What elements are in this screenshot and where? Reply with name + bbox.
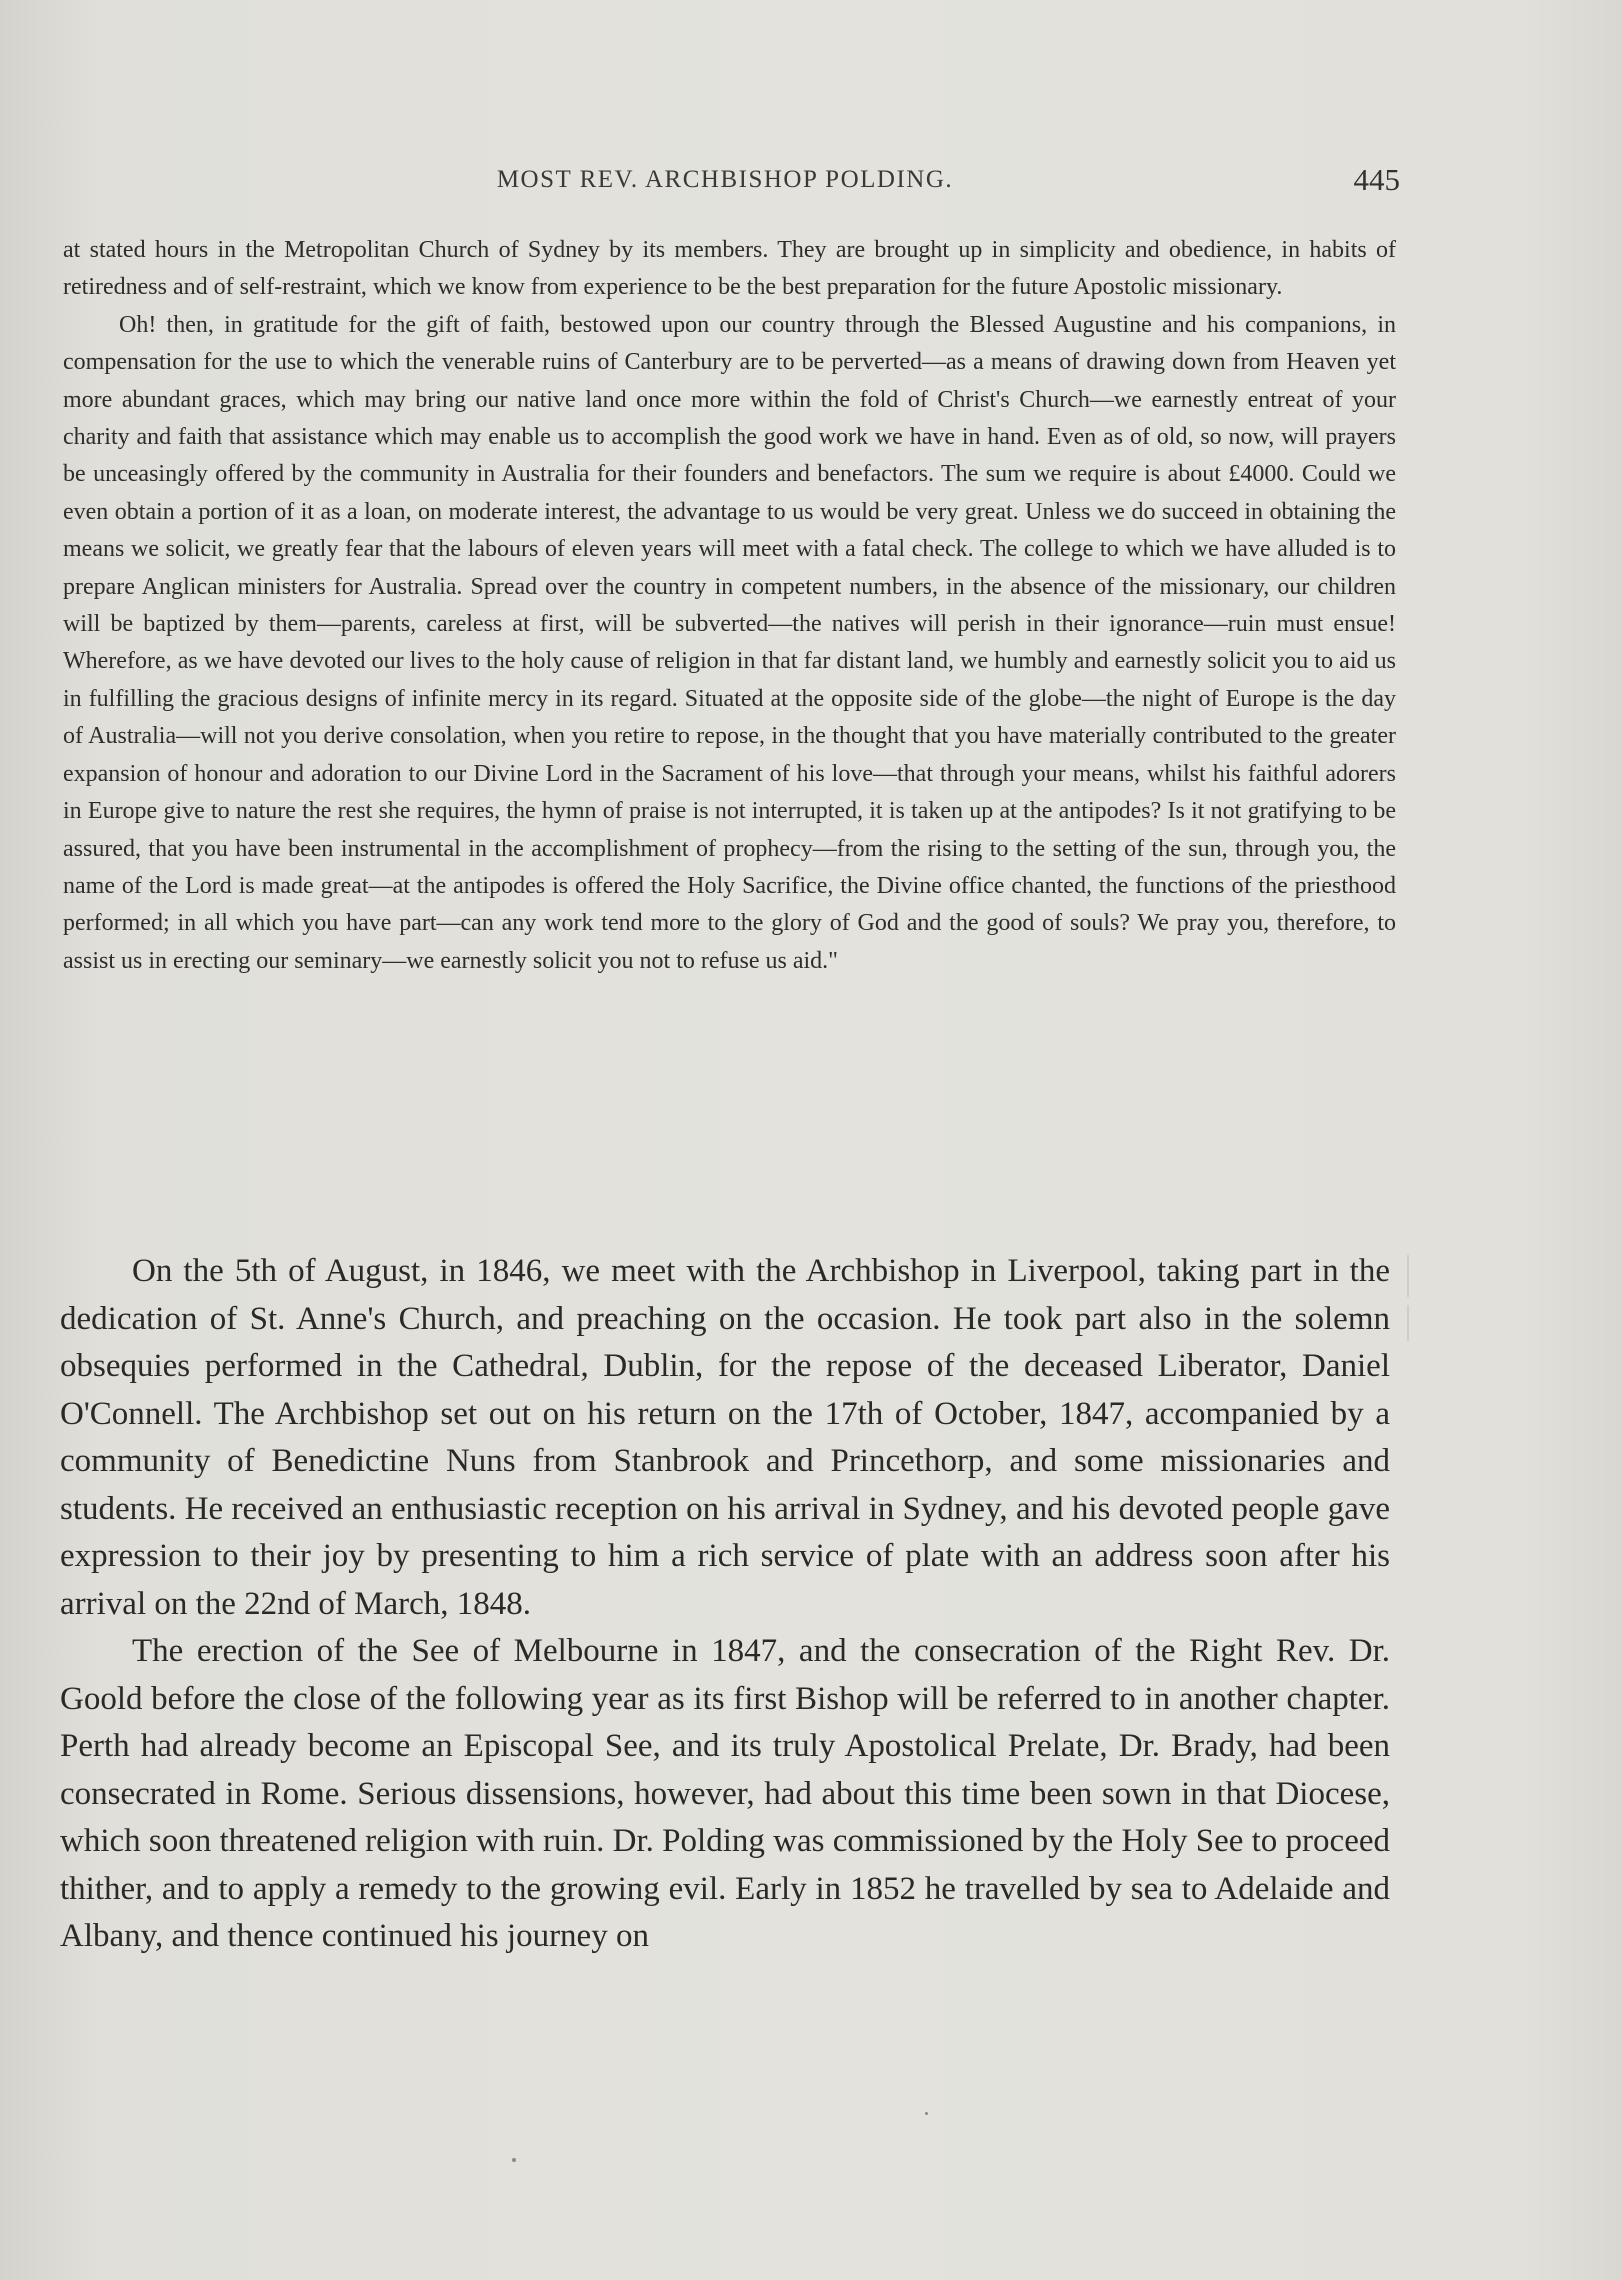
paper-speck bbox=[512, 2158, 516, 2162]
running-head bbox=[60, 162, 1400, 202]
body-paragraph-2: The erection of the See of Melbourne in 1847, and the consecration of the Right Rev. Dr. Goold before the close of the following year as its first Bishop will be referred to in another chapter. Perth had already become an Episcopal See, and its truly Apostolical Prelate, Dr. Brady, had been consecrated in Rome. Serious dissensions, however, had about this time been sown in that Diocese, which soon threatened religion with ruin. Dr. Polding was commissioned by the Holy See to proceed thither, and to apply a remedy to the growing evil. Early in 1852 he travelled by sea to Adelaide and Albany, and thence continued his journey on bbox=[60, 1633, 1390, 1954]
margin-mark bbox=[1407, 1255, 1409, 1297]
quote-paragraph-1: at stated hours in the Metropolitan Church of Sydney by its members. They are brought up in simplicity and obedience, in habits of retiredness and of self-restraint, which we know from experience to be the best preparation for the future Apostolic missionary. bbox=[63, 237, 1396, 301]
body-paragraph-1: On the 5th of August, in 1846, we meet with the Archbishop in Liverpool, taking part in the dedication of St. Anne's Church, and preaching on the occasion. He took part also in the solemn obsequies performed in the Cathedral, Dublin, for the repose of the deceased Liberator, Daniel O'Connell. The Archbishop set out on his return on the 17th of October, 1847, accompanied by a community of Benedictine Nuns from Stanbrook and Princethorp, and some missionaries and students. He received an enthusiastic reception on his arrival in Sydney, and his devoted people gave expression to their joy by presenting to him a rich service of plate with an address soon after his arrival on the 22nd of March, 1848. bbox=[60, 1253, 1390, 1622]
paper-speck bbox=[925, 2112, 928, 2115]
quoted-letter bbox=[63, 232, 1396, 980]
running-title: MOST REV. ARCHBISHOP POLDING. bbox=[496, 166, 954, 193]
page-number: 445 bbox=[1353, 162, 1400, 197]
main-text bbox=[60, 1248, 1390, 1961]
quote-paragraph-2: Oh! then, in gratitude for the gift of faith, bestowed upon our country through the Blessed Augustine and his companions, in compensation for the use to which the venerable ruins of Canterbury are to be perverted—as a means of drawing down from Heaven yet more abundant graces, which may bring our native land once more within the fold of Christ's Church—we earnestly entreat of your charity and faith that assistance which may enable us to accomplish the good work we have in hand. Even as of old, so now, will prayers be unceasingly offered by the community in Australia for their founders and benefactors. The sum we require is about £4000. Could we even obtain a portion of it as a loan, on moderate interest, the advantage to us would be very great. Unless we do succeed in obtaining the means we solicit, we greatly fear that the labours of eleven years will meet with a fatal check. The college to which we have alluded is to prepare Anglican ministers for Australia. Spread over the country in competent numbers, in the absence of the missionary, our children will be baptized by them—parents, careless at first, will be subverted—the natives will perish in their ignorance—ruin must ensue! Wherefore, as we have devoted our lives to the holy cause of religion in that far distant land, we humbly and earnestly solicit you to aid us in fulfilling the gracious designs of infinite mercy in its regard. Situated at the opposite side of the globe—the night of Europe is the day of Australia—will not you derive consolation, when you retire to repose, in the thought that you have materially contributed to the greater expansion of honour and adoration to our Divine Lord in the Sacrament of his love—that through your means, whilst his faithful adorers in Europe give to nature the rest she requires, the hymn of praise is not interrupted, it is taken up at the antipodes? Is it not gratifying to be assured, that you have been instrumental in the accomplishment of prophecy—from the rising to the setting of the sun, through you, the name of the Lord is made great—at the antipodes is offered the Holy Sacrifice, the Divine office chanted, the functions of the priesthood performed; in all which you have part—can any work tend more to the glory of God and the good of souls? We pray you, therefore, to assist us in erecting our seminary—we earnestly solicit you not to refuse us aid." bbox=[63, 311, 1396, 974]
margin-mark bbox=[1407, 1305, 1409, 1341]
